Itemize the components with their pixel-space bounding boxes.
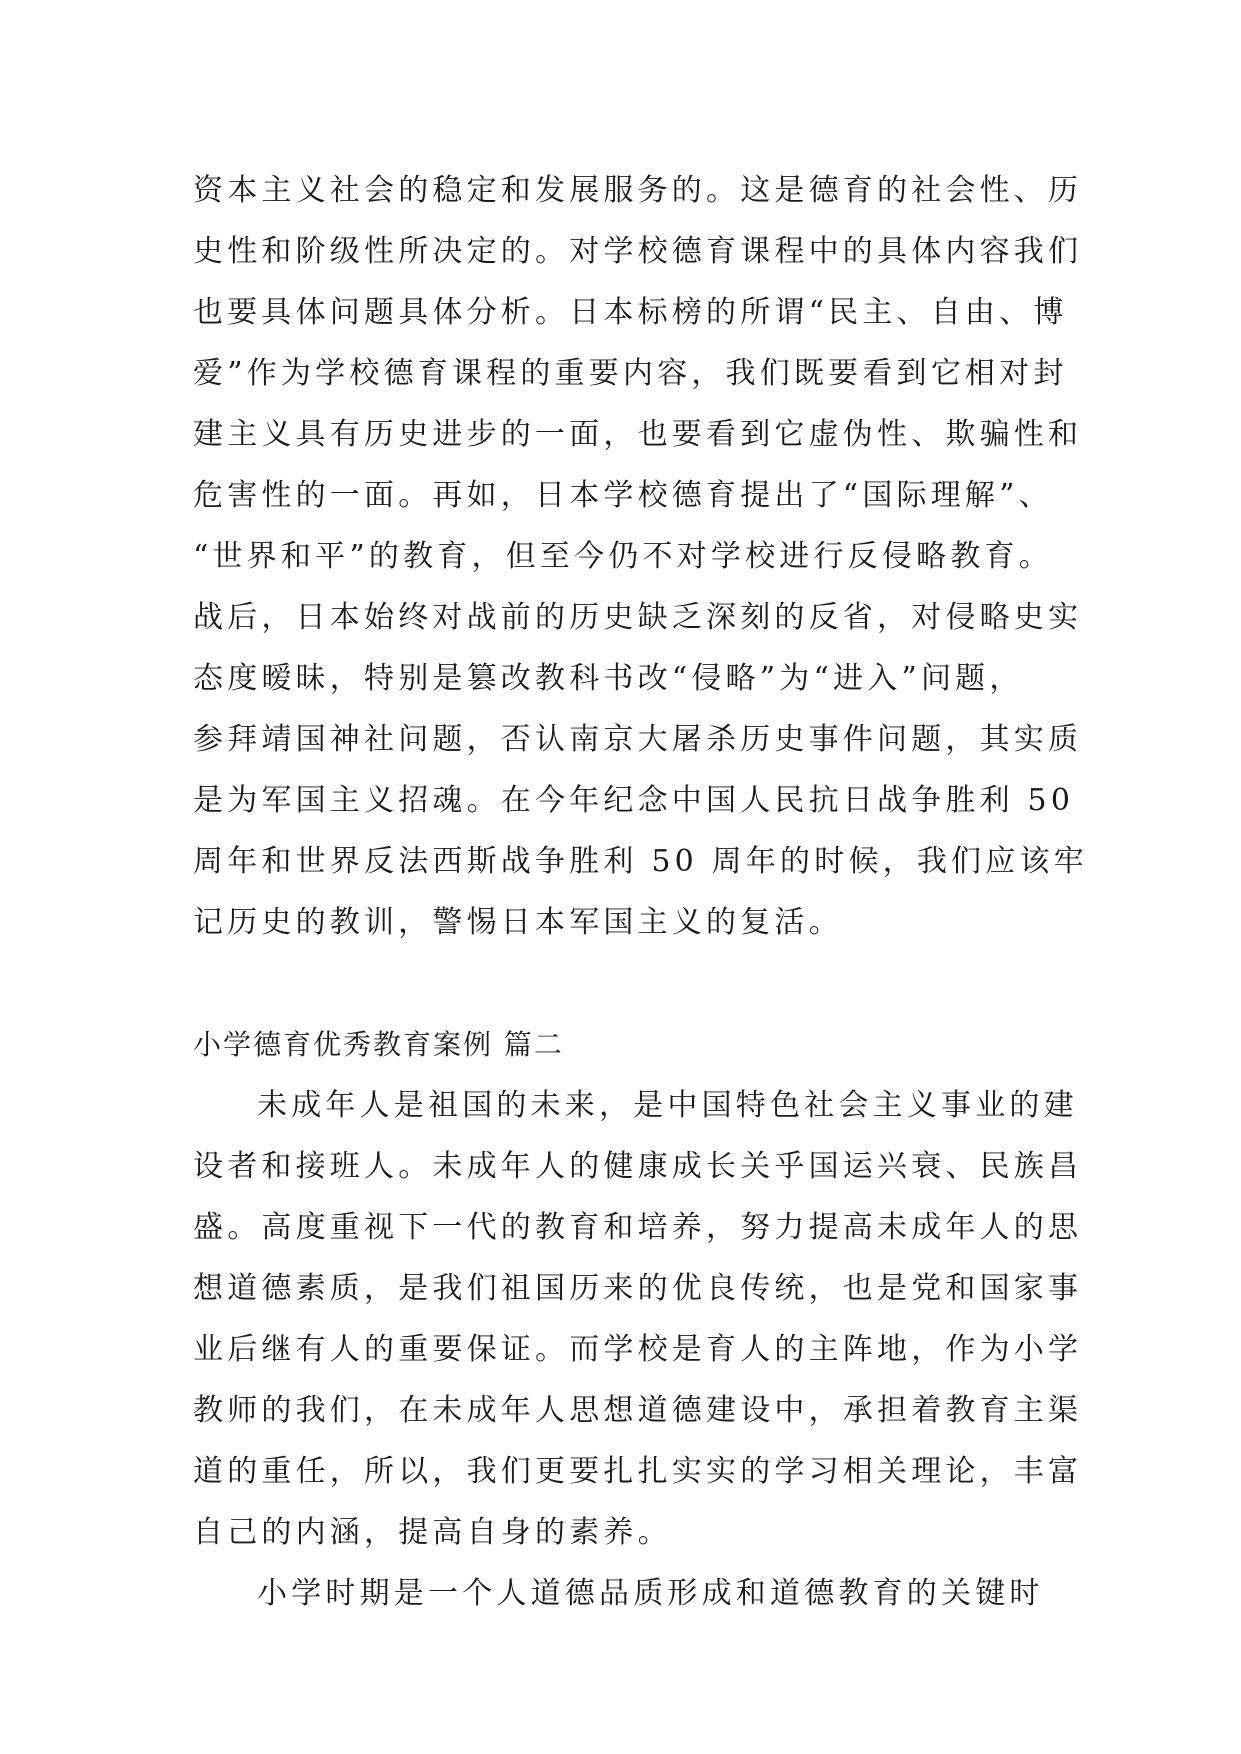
continuation-paragraph bbox=[193, 160, 1088, 953]
paragraph-line: 小学时期是一个人道德品质形成和道德教育的关键时 bbox=[257, 1576, 1044, 1611]
document-page bbox=[193, 160, 1088, 1624]
paragraph-line: 是为军国主义招魂。在今年纪念中国人民抗日战争胜利 50 bbox=[193, 783, 1075, 818]
paragraph-line: “世界和平”的教育，但至今仍不对学校进行反侵略教育。 bbox=[193, 539, 1053, 574]
paragraph-line: 也要具体问题具体分析。日本标榜的所谓“民主、自由、博 bbox=[193, 295, 1068, 330]
section-heading: 小学德育优秀教育案例 篇二 bbox=[193, 1028, 564, 1061]
paragraph-line: 想道德素质，是我们祖国历来的优良传统，也是党和国家事 bbox=[193, 1271, 1083, 1306]
paragraph-line: 史性和阶级性所决定的。对学校德育课程中的具体内容我们 bbox=[193, 234, 1083, 269]
paragraph-line: 未成年人是祖国的未来，是中国特色社会主义事业的建 bbox=[257, 1088, 1078, 1123]
paragraph-line: 道的重任，所以，我们更要扎扎实实的学习相关理论，丰富 bbox=[193, 1454, 1083, 1489]
paragraph-line: 参拜靖国神社问题，否认南京大屠杀历史事件问题，其实质 bbox=[193, 722, 1083, 757]
paragraph-line: 自己的内涵，提高自身的素养。 bbox=[193, 1515, 672, 1550]
paragraph-line: 危害性的一面。再如，日本学校德育提出了“国际理解”、 bbox=[193, 478, 1053, 513]
paragraph-2 bbox=[193, 1563, 1055, 1624]
paragraph-line: 设者和接班人。未成年人的健康成长关乎国运兴衰、民族昌 bbox=[193, 1149, 1083, 1184]
paragraph-line: 态度暧昧，特别是篡改教科书改“侵略”为“进入”问题， bbox=[193, 661, 1024, 696]
paragraph-line: 记历史的教训，警惕日本军国主义的复活。 bbox=[193, 905, 843, 940]
paragraph-spacer bbox=[193, 953, 1055, 1014]
paragraph-line: 爱”作为学校德育课程的重要内容，我们既要看到它相对封 bbox=[193, 356, 1068, 391]
paragraph-line: 业后继有人的重要保证。而学校是育人的主阵地，作为小学 bbox=[193, 1332, 1083, 1367]
paragraph-line: 战后，日本始终对战前的历史缺乏深刻的反省，对侵略史实 bbox=[193, 600, 1083, 635]
paragraph-1 bbox=[193, 1075, 1083, 1563]
paragraph-line: 周年和世界反法西斯战争胜利 50 周年的时候，我们应该牢 bbox=[193, 844, 1088, 879]
paragraph-line: 盛。高度重视下一代的教育和培养，努力提高未成年人的思 bbox=[193, 1210, 1083, 1245]
paragraph-line: 建主义具有历史进步的一面，也要看到它虚伪性、欺骗性和 bbox=[193, 417, 1083, 452]
paragraph-line: 资本主义社会的稳定和发展服务的。这是德育的社会性、历 bbox=[193, 173, 1083, 208]
paragraph-line: 教师的我们，在未成年人思想道德建设中，承担着教育主渠 bbox=[193, 1393, 1083, 1428]
